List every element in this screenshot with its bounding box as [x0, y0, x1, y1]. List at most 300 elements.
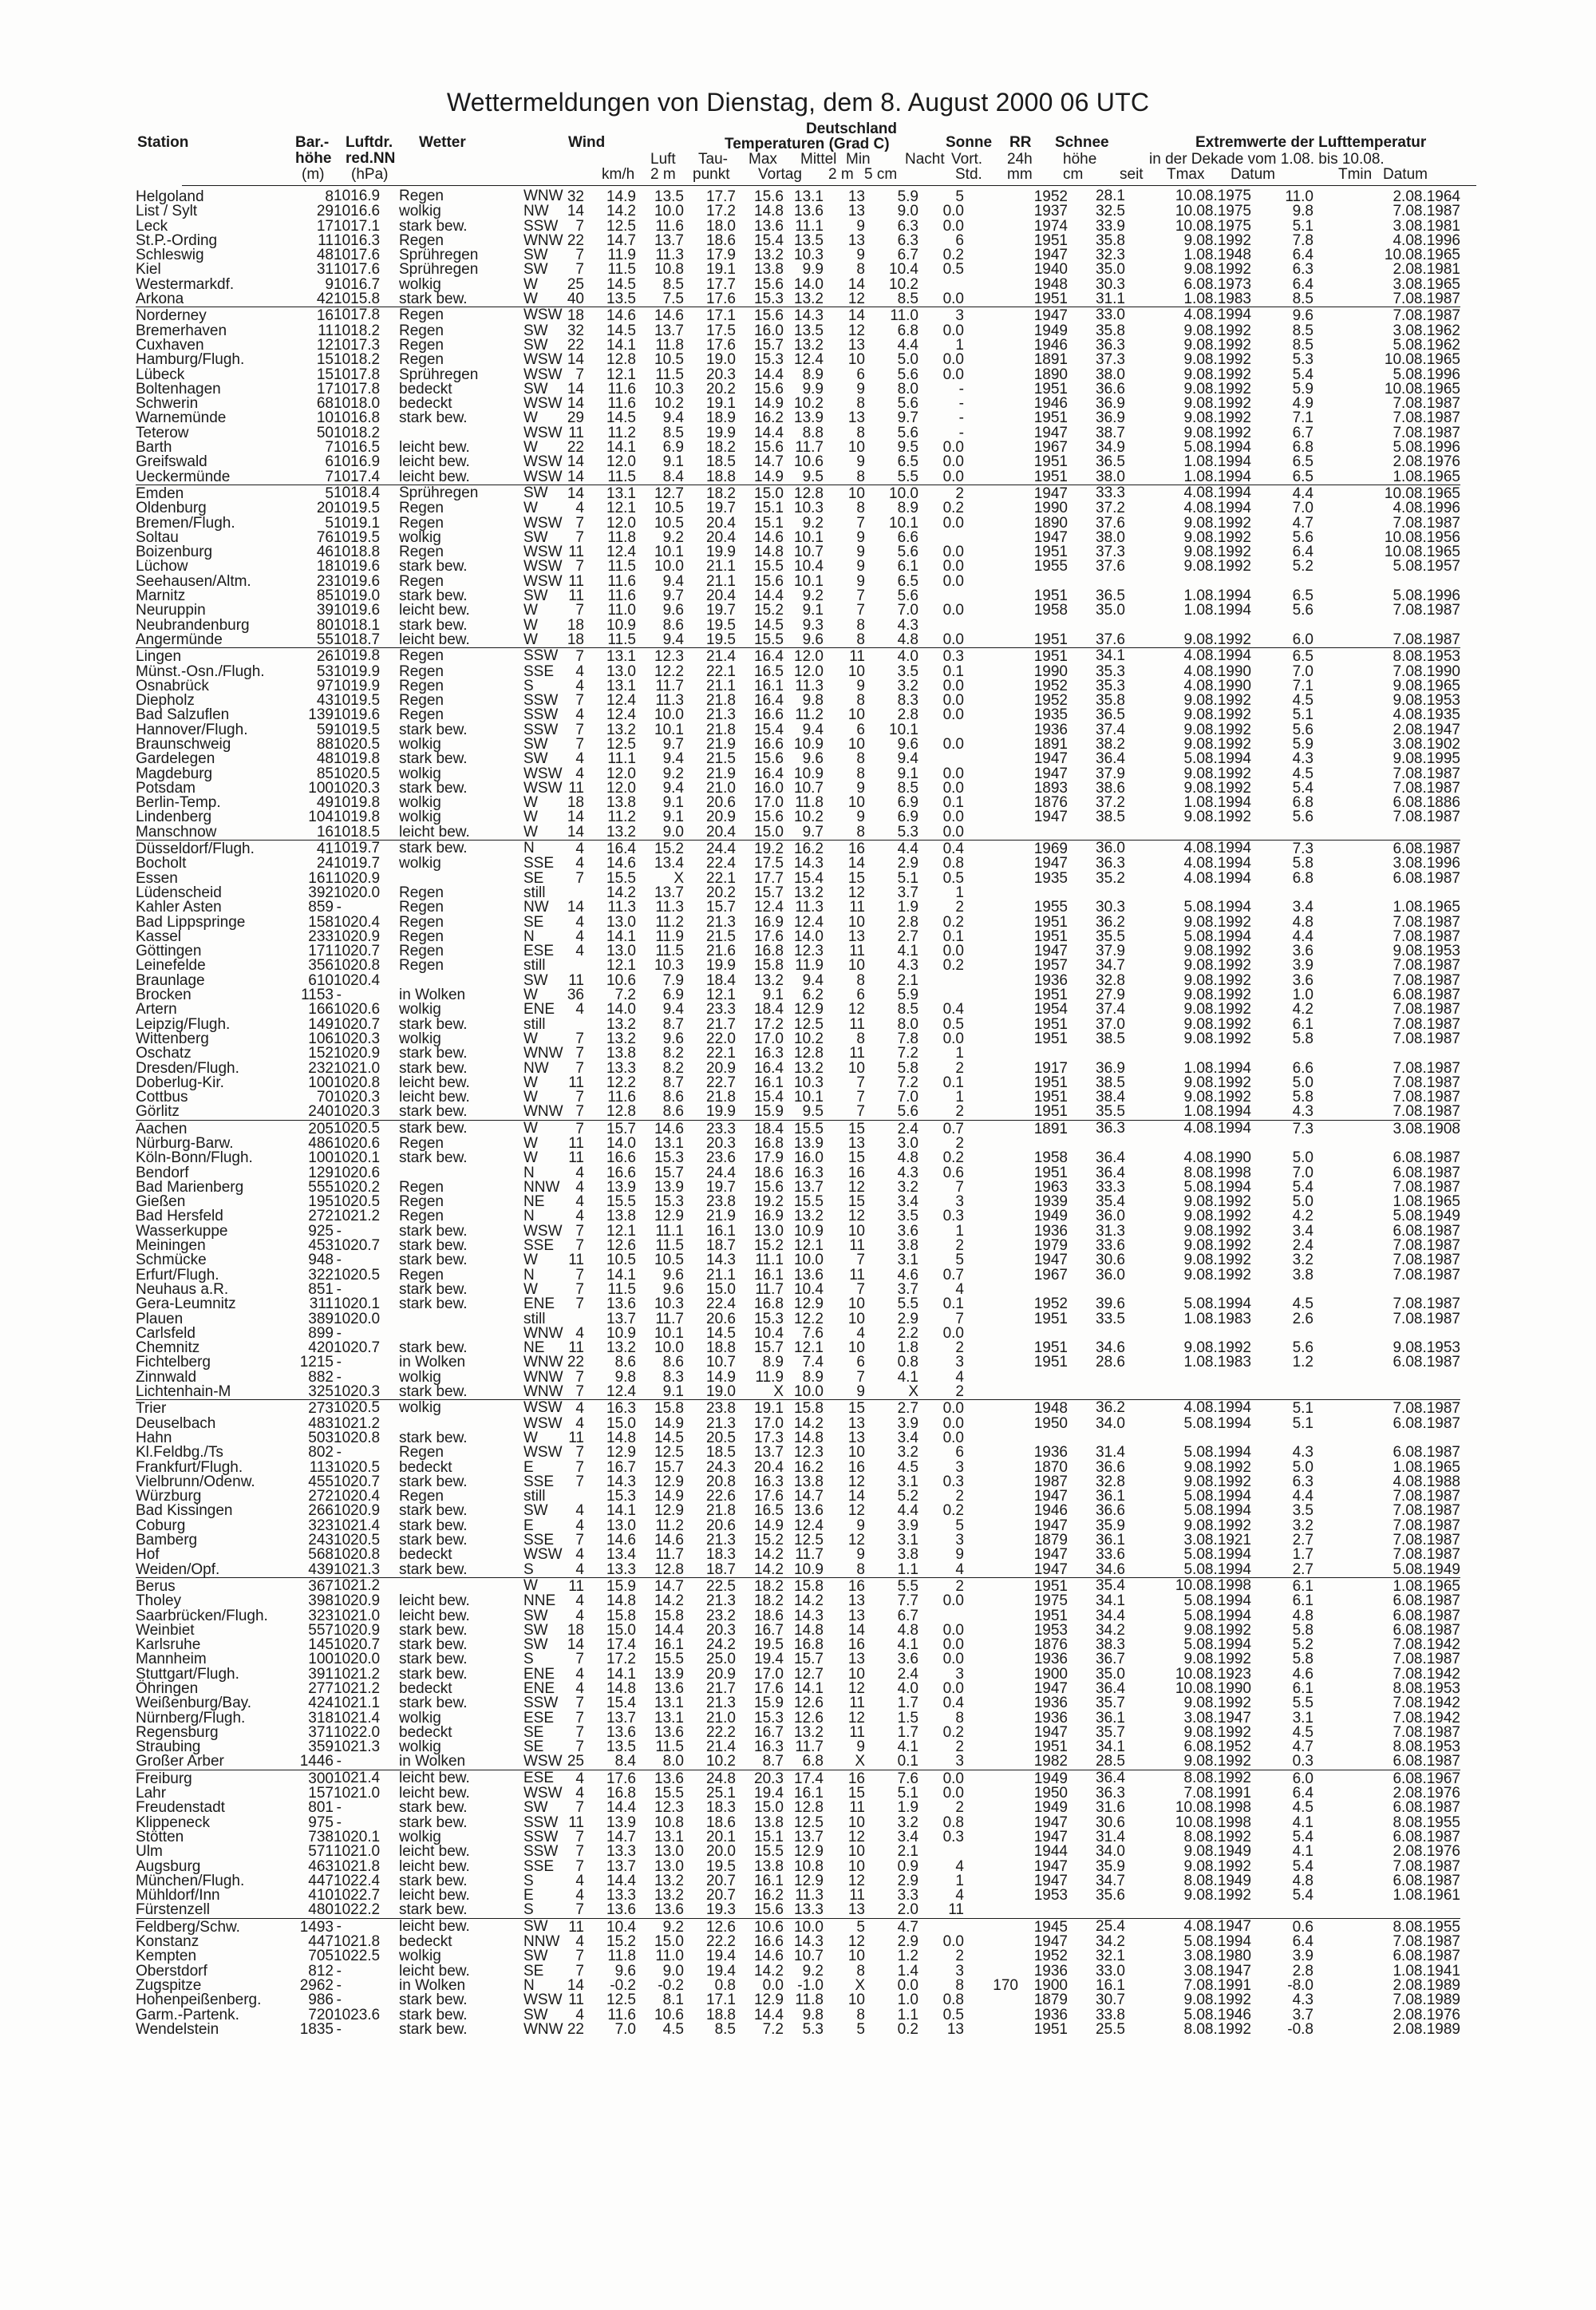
extrem-seit: 1952 [1033, 677, 1068, 694]
temp-mittel-vortag: 17.2 [754, 1015, 784, 1033]
schnee [964, 1195, 1018, 1209]
station-name: Barth [136, 439, 172, 457]
extrem-tmax: 30.6 [1096, 1252, 1125, 1269]
extrem-tmax-datum: 1.08.1983 [1183, 291, 1251, 308]
niederschlag: 0.0 [942, 1679, 964, 1697]
extrem-tmin-datum: 7.08.1987 [1393, 1651, 1460, 1668]
extrem-tmax: 35.0 [1096, 261, 1125, 279]
wind-richtung: WSW [523, 468, 563, 485]
wind-richtung: SSW [523, 706, 559, 724]
sonne: 3.9 [897, 1517, 918, 1534]
extrem-tmax: 35.2 [1096, 869, 1125, 887]
temp-min: 15.5 [794, 1193, 824, 1211]
temp-mittel-vortag: 15.2 [754, 1237, 784, 1255]
temp-max: 22.5 [684, 1577, 736, 1594]
niederschlag: 0.0 [942, 439, 964, 457]
temp-mittel-vortag: 16.0 [754, 779, 784, 797]
station-name: München/Flugh. [136, 1872, 245, 1889]
wind-richtung: WSW [523, 544, 563, 561]
taupunkt: 14.2 [654, 1592, 684, 1610]
temp-nacht-5cm: 12 [847, 1502, 865, 1520]
table-row [136, 959, 1460, 973]
temp-nacht-5cm: 12 [847, 1208, 865, 1225]
extrem-tmax [1068, 1385, 1130, 1400]
taupunkt: 14.6 [654, 1532, 684, 1549]
bar-hoehe: 420 [308, 1339, 334, 1357]
luftdruck: - [336, 1354, 342, 1371]
schnee [964, 368, 1018, 382]
temp-max: 21.5 [706, 928, 736, 945]
extrem-tmin: 6.6 [1292, 1059, 1314, 1077]
temp-nacht-5cm: 13 [847, 188, 865, 205]
table-row [136, 856, 1460, 871]
temp-nacht-5cm: 14 [824, 307, 865, 324]
extrem-tmin-datum: 10.08.1965 [1314, 485, 1460, 501]
schnee [964, 1461, 1018, 1475]
taupunkt: 13.4 [654, 855, 684, 872]
temp-mittel-vortag: 13.0 [754, 1222, 784, 1240]
niederschlag: 8 [955, 1709, 964, 1727]
schnee [964, 679, 1018, 694]
extrem-tmax: 33.3 [1068, 485, 1130, 501]
extrem-tmax-datum: 6.08.1973 [1183, 275, 1251, 293]
temp-mittel-vortag: 14.4 [754, 424, 784, 441]
temp-mittel-vortag: 11.1 [755, 1252, 784, 1269]
temp-min: 13.7 [794, 1828, 824, 1845]
extrem-tmin: 7.1 [1292, 409, 1314, 427]
wind-richtung: W [523, 1280, 538, 1298]
extrem-seit: 1947 [1018, 307, 1068, 324]
wetter [389, 1312, 509, 1327]
temp-nacht-5cm: 9 [856, 1546, 865, 1564]
wind-kmh: 4 [551, 1400, 584, 1417]
header-rr-2: 24h [1007, 151, 1033, 168]
temp-mittel-vortag: 16.7 [754, 1621, 784, 1639]
temp-luft: 14.0 [606, 1135, 636, 1152]
taupunkt: 14.6 [636, 1120, 684, 1137]
schnee [964, 1696, 1018, 1711]
extrem-tmax: 38.6 [1096, 779, 1125, 797]
wind-richtung: W [523, 409, 538, 427]
extrem-tmax: 37.0 [1096, 1015, 1125, 1033]
temp-max: 19.1 [706, 395, 736, 413]
wind-kmh: 7 [575, 1222, 584, 1240]
station-name: Trier [136, 1400, 294, 1417]
extrem-tmax-datum: 4.08.1990 [1183, 663, 1251, 680]
luftdruck: 1018.8 [334, 544, 381, 561]
wetter: stark bew. [399, 1992, 468, 2009]
extrem-tmax-datum: 5.08.1994 [1183, 1592, 1251, 1610]
wetter: stark bew. [399, 1502, 468, 1520]
wind-kmh: 7 [575, 1962, 584, 1980]
temp-mittel-vortag: 16.4 [754, 1059, 784, 1077]
bar-hoehe: 243 [308, 1532, 334, 1549]
taupunkt: 10.3 [654, 380, 684, 398]
extrem-tmin-datum: 7.08.1987 [1393, 1933, 1460, 1951]
extrem-tmin-datum: 7.08.1987 [1393, 779, 1460, 797]
taupunkt: 8.3 [662, 1368, 684, 1386]
wetter: Regen [399, 351, 444, 369]
taupunkt: 11.5 [655, 943, 684, 960]
wetter: leicht bew. [399, 1592, 470, 1610]
temp-min: 10.3 [794, 500, 824, 517]
niederschlag: 0.5 [942, 869, 964, 887]
bar-hoehe: 738 [308, 1828, 334, 1845]
header-max: Max [749, 151, 777, 168]
extrem-tmax: 36.6 [1096, 380, 1125, 398]
station-name: Schwerin [136, 395, 199, 413]
temp-min: 12.7 [794, 1665, 824, 1683]
bar-hoehe: 233 [308, 928, 334, 945]
extrem-seit: 1947 [1033, 1252, 1068, 1269]
extrem-seit: 1954 [1033, 1001, 1068, 1019]
temp-nacht-5cm: 14 [847, 275, 865, 293]
sonne: 5.2 [897, 1488, 918, 1505]
wind-richtung: still [523, 1488, 546, 1505]
extrem-tmin: 2.6 [1292, 1310, 1314, 1327]
wind-richtung: ENE [523, 1665, 555, 1683]
temp-luft: 13.1 [584, 485, 636, 501]
temp-max: 22.1 [706, 1045, 736, 1062]
wind-richtung: W [523, 1149, 538, 1167]
bar-hoehe: 46 [316, 544, 334, 561]
wind-richtung: S [523, 1651, 534, 1668]
wind-richtung: SSW [523, 692, 559, 710]
schnee: 170 [993, 1976, 1018, 1994]
station-name: Ueckermünde [136, 468, 231, 485]
extrem-tmin-datum: 6.08.1987 [1393, 1607, 1460, 1624]
bar-hoehe: 20 [316, 500, 334, 517]
sonne: 4.1 [897, 943, 918, 960]
sonne: 4.3 [897, 957, 918, 975]
extrem-tmax: 34.1 [1096, 1738, 1125, 1756]
temp-nacht-5cm: 13 [847, 1651, 865, 1668]
extrem-seit: 1953 [1033, 1621, 1068, 1639]
station-name: Cottbus [136, 1089, 188, 1106]
taupunkt: 14.9 [654, 1488, 684, 1505]
niederschlag: 3 [955, 1354, 964, 1371]
temp-nacht-5cm: 10 [847, 913, 865, 931]
sonne: 1.1 [897, 2006, 918, 2023]
extrem-tmin-datum [1314, 825, 1460, 841]
temp-min: 13.2 [794, 336, 824, 354]
temp-mittel-vortag: 15.3 [754, 351, 784, 369]
luftdruck: 1019.6 [334, 558, 381, 576]
bar-hoehe: 447 [308, 1872, 334, 1889]
luftdruck: 1020.1 [334, 1828, 381, 1845]
bar-hoehe: 48 [316, 750, 334, 768]
wetter: Regen [399, 943, 444, 960]
temp-mittel-vortag: 14.8 [754, 544, 784, 561]
temp-min: 14.0 [794, 275, 824, 293]
luftdruck: 1019.1 [334, 514, 381, 532]
bar-hoehe: 486 [308, 1135, 334, 1152]
extrem-tmax-datum: 8.08.1992 [1183, 2020, 1251, 2038]
wind-kmh: 4 [575, 677, 584, 694]
temp-min: 13.2 [794, 1059, 824, 1077]
temp-max: 18.8 [706, 1339, 736, 1357]
extrem-tmin-datum: 7.08.1987 [1314, 1400, 1460, 1417]
temp-mittel-vortag: 18.4 [736, 1120, 784, 1137]
station-name: Mannheim [136, 1651, 207, 1668]
extrem-tmin-datum: 7.08.1987 [1393, 1546, 1460, 1564]
temp-min: 9.7 [802, 823, 824, 841]
extrem-seit [1018, 1371, 1068, 1385]
bar-hoehe: 16 [316, 823, 334, 841]
wind-kmh: 7 [575, 366, 584, 383]
station-name: Bendorf [136, 1164, 189, 1181]
taupunkt: 9.0 [662, 1962, 684, 1980]
sonne: 4.1 [897, 1636, 918, 1654]
extrem-tmin-datum: 7.08.1987 [1393, 1310, 1460, 1327]
schnee [964, 441, 1018, 455]
schnee [964, 781, 1018, 796]
niederschlag: 0.0 [942, 351, 964, 369]
station-name: Plauen [136, 1310, 184, 1327]
extrem-tmin: 6.4 [1292, 1785, 1314, 1802]
extrem-seit: 1876 [1033, 794, 1068, 812]
temp-max: 18.2 [706, 439, 736, 457]
bar-hoehe: 5 [294, 485, 334, 501]
sonne: 0.1 [897, 1753, 918, 1770]
taupunkt: 11.8 [655, 336, 684, 354]
bar-hoehe: 272 [308, 1488, 334, 1505]
temp-max: 18.8 [706, 2006, 736, 2023]
table-row [136, 204, 1460, 219]
temp-min: 11.1 [795, 217, 824, 235]
extrem-tmax: 31.3 [1096, 1222, 1125, 1240]
extrem-tmin-datum: 6.08.1987 [1393, 1828, 1460, 1845]
table-row [136, 1504, 1460, 1518]
niederschlag: 5 [955, 1252, 964, 1269]
luftdruck: 1020.3 [334, 779, 381, 797]
temp-nacht-5cm: 8 [856, 1560, 865, 1578]
sonne: X [908, 1383, 918, 1401]
extrem-tmax: 36.7 [1096, 1651, 1125, 1668]
temp-max: 10.2 [706, 1753, 736, 1770]
niederschlag: 13 [946, 2020, 964, 2038]
header-luft: Luft [650, 151, 676, 168]
extrem-tmin-datum: 8.08.1955 [1314, 1918, 1460, 1935]
temp-luft: 14.1 [606, 1665, 636, 1683]
temp-min: 5.3 [802, 2020, 824, 2038]
table-row [136, 1563, 1460, 1578]
extrem-seit: 1990 [1033, 663, 1068, 680]
temp-mittel-vortag: 17.0 [754, 1414, 784, 1432]
temp-nacht-5cm: 15 [847, 869, 865, 887]
temp-nacht-5cm: 12 [847, 1828, 865, 1845]
bar-hoehe: 88 [316, 735, 334, 753]
extrem-tmin-datum: 6.08.1987 [1393, 1799, 1460, 1817]
header-nacht: Nacht [905, 151, 945, 168]
taupunkt: 9.4 [662, 750, 684, 768]
taupunkt: 11.5 [655, 366, 684, 383]
wind-richtung: WSW [523, 1414, 563, 1432]
extrem-tmin: 5.1 [1258, 1400, 1314, 1417]
temp-mittel-vortag: 15.4 [754, 721, 784, 738]
extrem-tmin: 9.8 [1292, 203, 1314, 220]
taupunkt: 9.4 [662, 779, 684, 797]
bar-hoehe: 68 [316, 395, 334, 413]
bar-hoehe: 802 [308, 1444, 334, 1462]
bar-hoehe: 859 [308, 899, 334, 916]
niederschlag: 0.4 [918, 841, 964, 857]
temp-luft: 7.0 [614, 2020, 636, 2038]
wind-richtung: WSW [523, 1444, 563, 1462]
wind-richtung: W [509, 1120, 551, 1137]
niederschlag: 0.0 [942, 203, 964, 220]
bar-hoehe: 705 [308, 1948, 334, 1965]
station-group [136, 1918, 1460, 2037]
sonne: 3.7 [897, 1280, 918, 1298]
extrem-tmax: 37.6 [1096, 558, 1125, 576]
temp-nacht-5cm: X [855, 1753, 865, 1770]
extrem-tmin: 6.4 [1292, 247, 1314, 264]
extrem-seit: 1936 [1033, 1962, 1068, 1980]
temp-max: 21.3 [706, 1695, 736, 1712]
schnee [964, 426, 1018, 441]
extrem-tmin-datum: 5.08.1949 [1393, 1208, 1460, 1225]
wind-kmh: 11 [568, 1992, 584, 2009]
extrem-tmax-datum: 6.08.1952 [1183, 1738, 1251, 1756]
header-tmax: Tmax [1167, 166, 1205, 183]
temp-min: 16.0 [794, 1149, 824, 1167]
temp-max: 19.4 [706, 1948, 736, 1965]
station-name: Bad Hersfeld [136, 1208, 223, 1225]
temp-luft: 17.4 [606, 1636, 636, 1654]
temp-luft: 13.8 [606, 1045, 636, 1062]
wind-richtung: N [523, 1266, 535, 1284]
luftdruck: 1020.3 [334, 1089, 381, 1106]
temp-luft: 14.7 [606, 231, 636, 249]
temp-nacht-5cm: 10 [847, 663, 865, 680]
temp-nacht-5cm: 10 [847, 351, 865, 369]
luftdruck: 1017.8 [334, 380, 381, 398]
temp-max: 17.9 [706, 247, 736, 264]
extrem-tmin: 4.3 [1292, 1444, 1314, 1462]
extrem-seit: 1951 [1033, 631, 1068, 648]
niederschlag: 0.6 [942, 1164, 964, 1181]
bar-hoehe: 6 [325, 453, 334, 471]
extrem-tmin: 3.2 [1292, 1517, 1314, 1534]
temp-min: 10.0 [794, 1383, 824, 1401]
wind-richtung: W [523, 275, 538, 293]
sonne: 9.6 [897, 735, 918, 753]
sonne: 5.5 [897, 1295, 918, 1313]
sonne: 3.1 [897, 1473, 918, 1490]
schnee [964, 1297, 1018, 1311]
temp-luft: 12.5 [606, 1992, 636, 2009]
wind-kmh: 11 [568, 1135, 584, 1152]
sonne: 5.5 [865, 1577, 918, 1594]
taupunkt: 9.6 [662, 602, 684, 619]
temp-luft: 12.5 [606, 217, 636, 235]
schnee [964, 959, 1018, 973]
extrem-tmin: 4.3 [1292, 1992, 1314, 2009]
schnee [964, 1548, 1018, 1562]
extrem-tmax: 35.9 [1096, 1517, 1125, 1534]
temp-max: 21.1 [706, 1266, 736, 1284]
wind-richtung: SW [509, 1918, 551, 1935]
temp-min: 14.8 [794, 1621, 824, 1639]
temp-nacht-5cm: 7 [856, 587, 865, 605]
temp-nacht-5cm: 12 [847, 1679, 865, 1697]
temp-min: 9.9 [802, 261, 824, 279]
wind-kmh: 11 [568, 587, 584, 605]
temp-luft: 11.8 [607, 528, 636, 546]
wind-richtung: WNW [523, 1103, 563, 1121]
temp-max: 22.6 [706, 1488, 736, 1505]
table-row [136, 2023, 1460, 2037]
taupunkt: 13.7 [654, 322, 684, 339]
wind-kmh: 7 [575, 721, 584, 738]
taupunkt: 9.2 [662, 765, 684, 782]
sonne: 3.8 [897, 1237, 918, 1255]
wind-richtung: still [523, 1310, 546, 1327]
wind-kmh: 11 [551, 1918, 584, 1935]
temp-luft: 14.6 [584, 307, 636, 324]
extrem-tmin-datum: 2.08.1976 [1393, 1785, 1460, 1802]
luftdruck: 1018.2 [334, 322, 381, 339]
temp-mittel-vortag: 15.6 [754, 188, 784, 205]
wind-kmh: 7 [575, 1723, 584, 1741]
niederschlag: 0.2 [942, 1502, 964, 1520]
table-row [136, 974, 1460, 988]
taupunkt: 11.3 [655, 899, 684, 916]
extrem-seit: 1953 [1033, 1887, 1068, 1905]
temp-min: 14.0 [794, 928, 824, 945]
wind-richtung: WSW [509, 1400, 551, 1417]
station-name: Doberlug-Kir. [136, 1074, 224, 1091]
extrem-seit: 1879 [1033, 1992, 1068, 2009]
wetter: stark bew. [399, 1339, 468, 1357]
extrem-tmin: 5.4 [1292, 779, 1314, 797]
extrem-tmax: 36.1 [1096, 1488, 1125, 1505]
taupunkt: 12.9 [654, 1502, 684, 1520]
temp-luft: 12.0 [606, 779, 636, 797]
wind-richtung: N [523, 1208, 535, 1225]
station-name: Aachen [136, 1120, 294, 1137]
extrem-seit: 1947 [1033, 855, 1068, 872]
temp-mittel-vortag: 15.6 [754, 439, 784, 457]
extrem-tmax: 36.5 [1096, 587, 1125, 605]
bar-hoehe: 53 [316, 663, 334, 680]
extrem-tmax-datum: 9.08.1992 [1183, 558, 1251, 576]
bar-hoehe: 571 [308, 1843, 334, 1861]
extrem-tmin: 11.0 [1285, 188, 1314, 205]
extrem-tmax-datum: 4.08.1994 [1130, 1400, 1258, 1417]
extrem-tmin [1258, 1903, 1314, 1918]
niederschlag: 0.1 [942, 663, 964, 680]
extrem-tmin-datum: 7.08.1987 [1393, 957, 1460, 975]
niederschlag: 1 [955, 884, 964, 901]
wind-richtung: WSW [523, 558, 563, 576]
wind-kmh: 4 [575, 750, 584, 768]
extrem-tmax-datum: 8.08.1949 [1183, 1872, 1251, 1889]
station-name: Bad Salzuflen [136, 706, 230, 724]
bar-hoehe: 161 [308, 869, 334, 887]
niederschlag: 0.2 [942, 1723, 964, 1741]
bar-hoehe: 26 [294, 648, 334, 665]
station-name: Wendelstein [136, 2020, 219, 2038]
luftdruck: 1019.8 [334, 750, 381, 768]
niederschlag: 3 [955, 1193, 964, 1211]
table-row [136, 841, 1460, 857]
niederschlag: 0.3 [918, 648, 964, 665]
temp-luft: 11.9 [607, 247, 636, 264]
niederschlag: 3 [955, 1532, 964, 1549]
wind-richtung: SW [523, 1621, 548, 1639]
